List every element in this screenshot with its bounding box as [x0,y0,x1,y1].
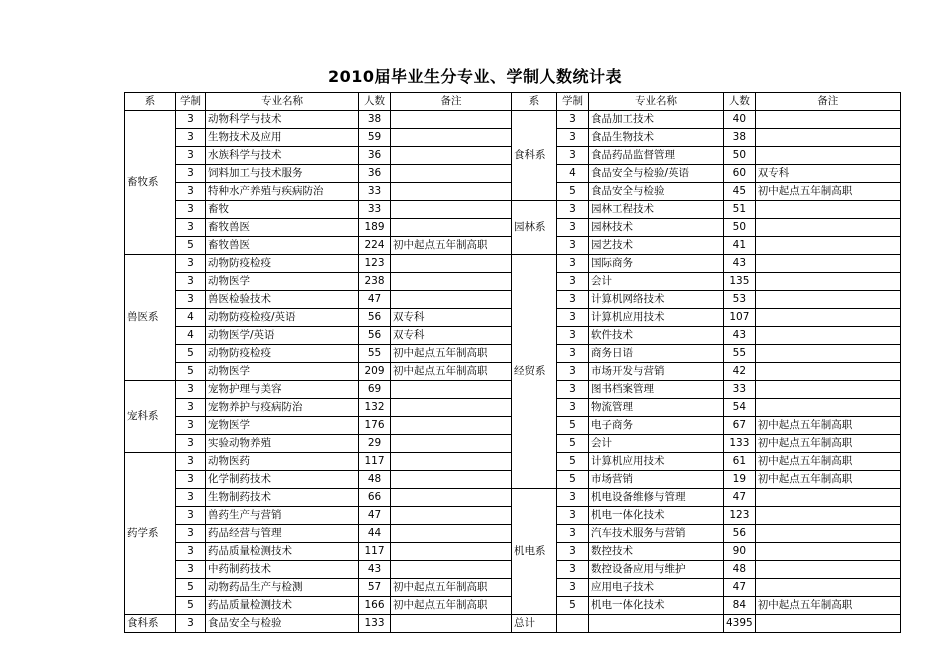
right-years-cell: 3 [557,363,589,381]
header-major: 专业名称 [589,93,724,111]
left-note-cell: 初中起点五年制高职 [391,345,512,363]
left-count-cell: 47 [359,291,391,309]
left-major-cell: 动物医学 [206,273,359,291]
left-note-cell: 初中起点五年制高职 [391,579,512,597]
right-major-cell: 食品安全与检验/英语 [589,165,724,183]
right-years-cell: 3 [557,525,589,543]
left-count-cell: 69 [359,381,391,399]
right-major-cell: 软件技术 [589,327,724,345]
left-count-cell: 55 [359,345,391,363]
header-years: 学制 [557,93,589,111]
left-years-cell: 5 [176,345,206,363]
right-note-cell [755,363,900,381]
total-empty-cell [589,615,724,633]
left-dept-cell: 畜牧系 [125,111,176,255]
left-note-cell [391,183,512,201]
right-count-cell: 42 [724,363,756,381]
left-major-cell: 畜牧 [206,201,359,219]
right-major-cell: 电子商务 [589,417,724,435]
right-years-cell: 3 [557,291,589,309]
right-note-cell: 初中起点五年制高职 [755,597,900,615]
left-count-cell: 132 [359,399,391,417]
right-note-cell: 初中起点五年制高职 [755,435,900,453]
right-years-cell: 3 [557,201,589,219]
left-note-cell [391,255,512,273]
right-count-cell: 33 [724,381,756,399]
left-major-cell: 实验动物养殖 [206,435,359,453]
right-years-cell: 3 [557,255,589,273]
left-count-cell: 36 [359,165,391,183]
left-major-cell: 动物防疫检疫/英语 [206,309,359,327]
left-note-cell [391,417,512,435]
left-years-cell: 5 [176,597,206,615]
left-count-cell: 176 [359,417,391,435]
left-years-cell: 3 [176,615,206,633]
right-major-cell: 食品药品监督管理 [589,147,724,165]
right-count-cell: 53 [724,291,756,309]
left-note-cell [391,111,512,129]
left-count-cell: 59 [359,129,391,147]
total-count: 4395 [724,615,756,633]
left-major-cell: 兽医检验技术 [206,291,359,309]
right-note-cell [755,111,900,129]
right-years-cell: 5 [557,453,589,471]
left-major-cell: 生物技术及应用 [206,129,359,147]
left-count-cell: 133 [359,615,391,633]
right-note-cell [755,489,900,507]
left-note-cell [391,273,512,291]
left-major-cell: 药品质量检测技术 [206,597,359,615]
right-count-cell: 55 [724,345,756,363]
left-note-cell [391,561,512,579]
statistics-table [124,92,901,633]
header-note: 备注 [755,93,900,111]
left-note-cell [391,129,512,147]
right-years-cell: 5 [557,435,589,453]
right-years-cell: 3 [557,507,589,525]
left-count-cell: 189 [359,219,391,237]
left-major-cell: 饲料加工与技术服务 [206,165,359,183]
right-note-cell [755,291,900,309]
table-row [125,255,901,273]
right-years-cell: 3 [557,219,589,237]
right-major-cell: 会计 [589,435,724,453]
left-count-cell: 238 [359,273,391,291]
total-empty-cell [557,615,589,633]
right-count-cell: 19 [724,471,756,489]
header-years: 学制 [176,93,206,111]
right-count-cell: 51 [724,201,756,219]
right-major-cell: 园林技术 [589,219,724,237]
right-major-cell: 机电设备维修与管理 [589,489,724,507]
left-years-cell: 5 [176,237,206,255]
right-note-cell [755,273,900,291]
right-major-cell: 图书档案管理 [589,381,724,399]
left-years-cell: 3 [176,165,206,183]
right-count-cell: 50 [724,147,756,165]
header-count: 人数 [724,93,756,111]
right-dept-cell: 食科系 [512,111,557,201]
left-note-cell [391,399,512,417]
right-note-cell [755,201,900,219]
left-count-cell: 57 [359,579,391,597]
right-years-cell: 3 [557,345,589,363]
left-count-cell: 166 [359,597,391,615]
left-major-cell: 畜牧兽医 [206,237,359,255]
right-years-cell: 3 [557,579,589,597]
left-major-cell: 生物制药技术 [206,489,359,507]
right-major-cell: 园艺技术 [589,237,724,255]
right-note-cell [755,129,900,147]
right-count-cell: 90 [724,543,756,561]
right-note-cell [755,579,900,597]
header-dept: 系 [512,93,557,111]
left-years-cell: 4 [176,309,206,327]
right-years-cell: 5 [557,597,589,615]
left-major-cell: 化学制药技术 [206,471,359,489]
left-major-cell: 动物科学与技术 [206,111,359,129]
left-count-cell: 33 [359,183,391,201]
left-years-cell: 3 [176,219,206,237]
left-note-cell [391,507,512,525]
right-major-cell: 计算机应用技术 [589,309,724,327]
right-years-cell: 3 [557,561,589,579]
left-years-cell: 5 [176,579,206,597]
left-note-cell [391,219,512,237]
left-note-cell [391,489,512,507]
right-count-cell: 47 [724,489,756,507]
right-years-cell: 5 [557,471,589,489]
left-major-cell: 动物防疫检疫 [206,255,359,273]
left-years-cell: 3 [176,507,206,525]
right-note-cell [755,399,900,417]
right-note-cell: 双专科 [755,165,900,183]
left-dept-cell: 兽医系 [125,255,176,381]
left-years-cell: 3 [176,471,206,489]
right-years-cell: 3 [557,489,589,507]
left-count-cell: 47 [359,507,391,525]
right-note-cell: 初中起点五年制高职 [755,453,900,471]
right-note-cell [755,327,900,345]
right-years-cell: 3 [557,309,589,327]
left-major-cell: 中药制药技术 [206,561,359,579]
right-major-cell: 国际商务 [589,255,724,273]
table-row [125,489,901,507]
right-years-cell: 3 [557,147,589,165]
left-major-cell: 水族科学与技术 [206,147,359,165]
right-major-cell: 市场开发与营销 [589,363,724,381]
right-count-cell: 40 [724,111,756,129]
left-years-cell: 3 [176,183,206,201]
left-major-cell: 药品质量检测技术 [206,543,359,561]
left-count-cell: 56 [359,309,391,327]
right-note-cell: 初中起点五年制高职 [755,471,900,489]
left-major-cell: 药品经营与管理 [206,525,359,543]
left-note-cell [391,381,512,399]
left-note-cell [391,471,512,489]
left-major-cell: 畜牧兽医 [206,219,359,237]
left-dept-cell: 药学系 [125,453,176,615]
right-note-cell [755,525,900,543]
right-note-cell [755,219,900,237]
right-years-cell: 3 [557,273,589,291]
left-count-cell: 117 [359,453,391,471]
left-years-cell: 3 [176,129,206,147]
left-note-cell: 双专科 [391,309,512,327]
left-years-cell: 3 [176,435,206,453]
left-major-cell: 特种水产养殖与疾病防治 [206,183,359,201]
left-count-cell: 43 [359,561,391,579]
left-note-cell [391,291,512,309]
left-dept-cell: 宠科系 [125,381,176,453]
right-major-cell: 市场营销 [589,471,724,489]
header-count: 人数 [359,93,391,111]
left-major-cell: 宠物养护与疫病防治 [206,399,359,417]
right-count-cell: 61 [724,453,756,471]
left-years-cell: 3 [176,381,206,399]
right-major-cell: 汽车技术服务与营销 [589,525,724,543]
left-years-cell: 3 [176,453,206,471]
left-count-cell: 48 [359,471,391,489]
left-years-cell: 3 [176,417,206,435]
right-count-cell: 43 [724,255,756,273]
right-years-cell: 3 [557,381,589,399]
left-major-cell: 动物医药 [206,453,359,471]
left-count-cell: 29 [359,435,391,453]
left-years-cell: 3 [176,273,206,291]
right-count-cell: 47 [724,579,756,597]
left-count-cell: 224 [359,237,391,255]
header-dept: 系 [125,93,176,111]
left-years-cell: 3 [176,525,206,543]
right-major-cell: 计算机网络技术 [589,291,724,309]
right-major-cell: 计算机应用技术 [589,453,724,471]
right-count-cell: 135 [724,273,756,291]
right-major-cell: 食品生物技术 [589,129,724,147]
right-note-cell: 初中起点五年制高职 [755,183,900,201]
left-major-cell: 动物医学 [206,363,359,381]
right-note-cell [755,345,900,363]
left-major-cell: 动物药品生产与检测 [206,579,359,597]
right-count-cell: 45 [724,183,756,201]
right-count-cell: 50 [724,219,756,237]
right-count-cell: 48 [724,561,756,579]
left-note-cell [391,615,512,633]
left-note-cell [391,165,512,183]
right-major-cell: 食品安全与检验 [589,183,724,201]
left-count-cell: 117 [359,543,391,561]
header-major: 专业名称 [206,93,359,111]
left-years-cell: 3 [176,111,206,129]
page-title: 2010届毕业生分专业、学制人数统计表 [327,67,623,86]
right-major-cell: 食品加工技术 [589,111,724,129]
left-count-cell: 38 [359,111,391,129]
left-years-cell: 3 [176,489,206,507]
right-count-cell: 67 [724,417,756,435]
right-major-cell: 应用电子技术 [589,579,724,597]
left-count-cell: 209 [359,363,391,381]
right-dept-cell: 机电系 [512,489,557,615]
right-dept-cell: 经贸系 [512,255,557,489]
right-count-cell: 41 [724,237,756,255]
left-note-cell [391,201,512,219]
right-major-cell: 数控技术 [589,543,724,561]
left-count-cell: 33 [359,201,391,219]
left-major-cell: 兽药生产与营销 [206,507,359,525]
right-years-cell: 5 [557,183,589,201]
left-note-cell [391,543,512,561]
left-count-cell: 56 [359,327,391,345]
total-empty-cell [755,615,900,633]
left-note-cell: 双专科 [391,327,512,345]
left-years-cell: 3 [176,255,206,273]
right-years-cell: 3 [557,237,589,255]
right-note-cell: 初中起点五年制高职 [755,417,900,435]
right-count-cell: 60 [724,165,756,183]
right-count-cell: 43 [724,327,756,345]
right-count-cell: 54 [724,399,756,417]
right-major-cell: 商务日语 [589,345,724,363]
right-years-cell: 3 [557,399,589,417]
right-note-cell [755,381,900,399]
total-label: 总计 [512,615,557,633]
right-major-cell: 数控设备应用与维护 [589,561,724,579]
left-major-cell: 动物防疫检疫 [206,345,359,363]
right-years-cell: 5 [557,417,589,435]
left-years-cell: 3 [176,543,206,561]
header-note: 备注 [391,93,512,111]
right-note-cell [755,543,900,561]
left-note-cell: 初中起点五年制高职 [391,237,512,255]
header-row [125,93,901,111]
left-note-cell [391,435,512,453]
left-count-cell: 36 [359,147,391,165]
left-note-cell: 初中起点五年制高职 [391,597,512,615]
right-years-cell: 3 [557,129,589,147]
left-major-cell: 动物医学/英语 [206,327,359,345]
right-note-cell [755,309,900,327]
right-major-cell: 会计 [589,273,724,291]
left-dept-cell: 食科系 [125,615,176,633]
left-count-cell: 123 [359,255,391,273]
table-row [125,615,901,633]
table-body [125,93,901,633]
left-major-cell: 宠物医学 [206,417,359,435]
right-major-cell: 机电一体化技术 [589,507,724,525]
right-count-cell: 123 [724,507,756,525]
right-major-cell: 机电一体化技术 [589,597,724,615]
left-major-cell: 宠物护理与美容 [206,381,359,399]
left-note-cell [391,525,512,543]
right-dept-cell: 园林系 [512,201,557,255]
table-row [125,111,901,129]
right-count-cell: 56 [724,525,756,543]
left-years-cell: 5 [176,363,206,381]
right-years-cell: 3 [557,111,589,129]
left-note-cell: 初中起点五年制高职 [391,363,512,381]
left-years-cell: 3 [176,399,206,417]
left-note-cell [391,147,512,165]
right-years-cell: 4 [557,165,589,183]
right-note-cell [755,507,900,525]
table-row [125,201,901,219]
left-years-cell: 3 [176,147,206,165]
left-years-cell: 3 [176,201,206,219]
right-note-cell [755,147,900,165]
left-count-cell: 44 [359,525,391,543]
right-count-cell: 133 [724,435,756,453]
left-note-cell [391,453,512,471]
right-count-cell: 84 [724,597,756,615]
left-years-cell: 4 [176,327,206,345]
left-count-cell: 66 [359,489,391,507]
right-count-cell: 107 [724,309,756,327]
right-note-cell [755,561,900,579]
left-years-cell: 3 [176,561,206,579]
right-note-cell [755,237,900,255]
right-years-cell: 3 [557,327,589,345]
right-major-cell: 园林工程技术 [589,201,724,219]
left-major-cell: 食品安全与检验 [206,615,359,633]
right-count-cell: 38 [724,129,756,147]
left-years-cell: 3 [176,291,206,309]
right-note-cell [755,255,900,273]
right-major-cell: 物流管理 [589,399,724,417]
right-years-cell: 3 [557,543,589,561]
